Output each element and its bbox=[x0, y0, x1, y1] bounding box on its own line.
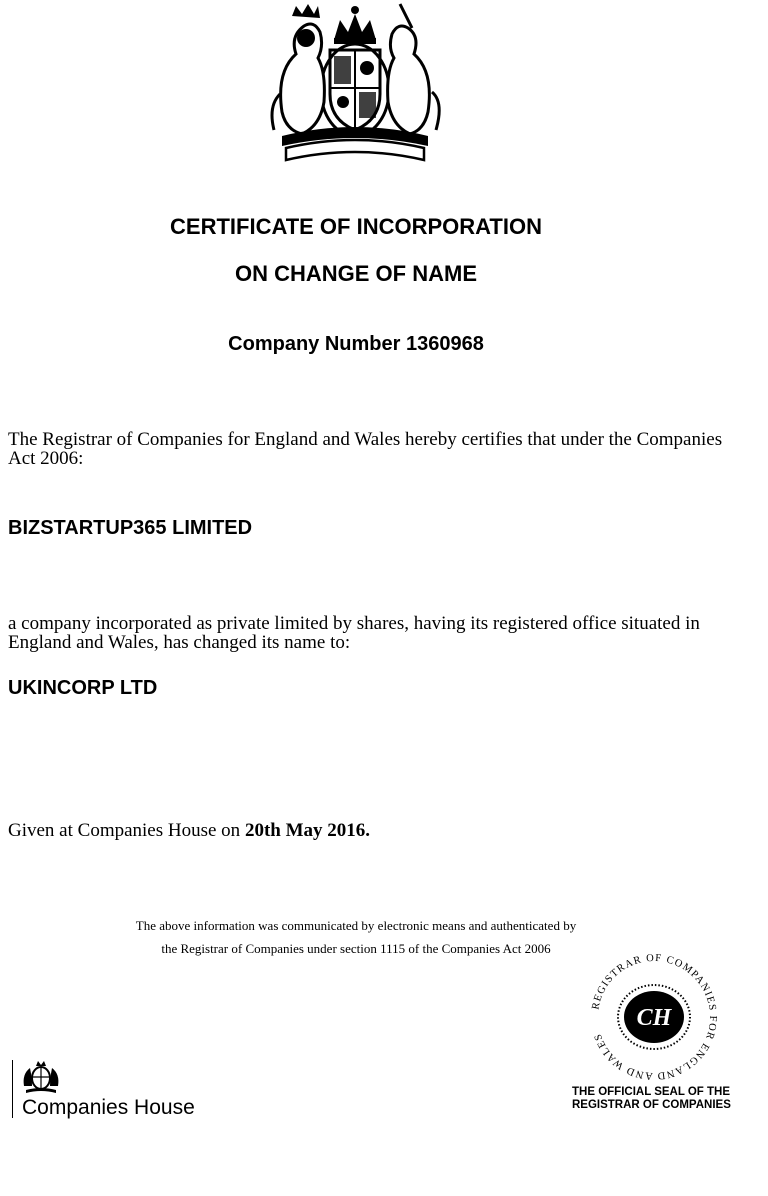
logo-divider bbox=[12, 1060, 13, 1118]
company-number: Company Number 1360968 bbox=[228, 333, 484, 355]
new-company-name: UKINCORP LTD bbox=[8, 677, 158, 699]
certificate-subtitle: ON CHANGE OF NAME bbox=[235, 261, 477, 286]
issue-prefix: Given at Companies House on bbox=[8, 820, 241, 841]
svg-text:REGISTRAR OF COMPANIES FOR ENG: REGISTRAR OF COMPANIES FOR ENGLAND AND WALES bbox=[590, 952, 719, 1081]
authentication-note-line2: the Registrar of Companies under section 1115 of the Companies Act 2006 bbox=[161, 941, 551, 956]
seal-caption bbox=[572, 1086, 752, 1112]
companies-house-crest-icon bbox=[20, 1060, 62, 1094]
registrar-seal-icon bbox=[584, 951, 724, 1081]
seal-caption-line1: THE OFFICIAL SEAL OF THE bbox=[572, 1086, 731, 1098]
name-change-statement: a company incorporated as private limited by shares, having its registered office situated in England and Wales, has changed its name to: bbox=[8, 613, 700, 653]
certification-statement: The Registrar of Companies for England and Wales hereby certifies that under the Companies Act 2006: bbox=[8, 429, 723, 469]
certificate-title: CERTIFICATE OF INCORPORATION bbox=[170, 214, 542, 239]
svg-text:CH: CH bbox=[636, 1005, 672, 1031]
seal-caption-line2: REGISTRAR OF COMPANIES bbox=[572, 1099, 731, 1111]
issue-statement bbox=[8, 820, 370, 842]
issue-date: 20th May 2016. bbox=[244, 820, 371, 841]
authentication-note-line1: The above information was communicated by electronic means and authenticated by bbox=[135, 918, 577, 933]
royal-coat-of-arms-icon bbox=[262, 2, 448, 162]
former-company-name: BIZSTARTUP365 LIMITED bbox=[8, 517, 253, 539]
companies-house-logo-text: Companies House bbox=[22, 1096, 195, 1119]
